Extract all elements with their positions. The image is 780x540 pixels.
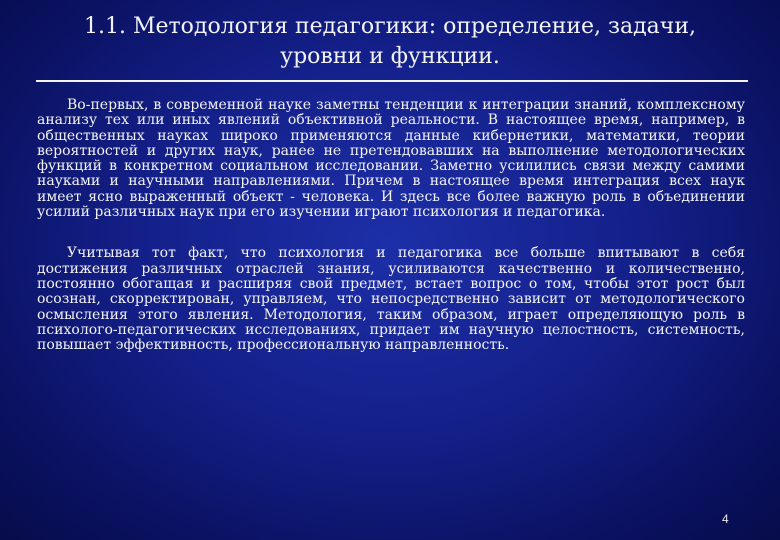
slide-body	[37, 98, 745, 353]
title-line-2: уровни и функции.	[280, 44, 500, 69]
paragraph-1-text: в современной науке заметны тенденции к интеграции знаний, комплексному анализу тех или иных явлений объективной реальности. В настоящее время, например, в общественных науках широко применяются данные кибернетики, математики, теории вероятностей и других наук, ранее не претендовавших на выполнение методологических функций в конкретном социальном исследовании. Заметно усилились связи между самими науками и научными направлениями. Причем в настоящее время интеграция всех наук имеет ясно выраженный объект - человека. И здесь все более важную роль в объединении усилий различных наук при его изучении играют психология и педагогика.	[37, 97, 745, 221]
slide-title	[40, 12, 740, 72]
title-line-1: 1.1. Методология педагогики: определение, задачи,	[83, 14, 696, 39]
page-number: 4	[722, 512, 729, 526]
paragraph-1	[37, 98, 745, 220]
paragraph-2: Учитывая тот факт, что психология и педагогика все больше впитывают в себя достижения различных отраслей знания, усиливаются качественно и количественно, постоянно обогащая и расширяя свой предмет, встает вопрос о том, чтобы этот рост был осознан, скорректирован, управляем, что непосредственно зависит от методологического осмысления этого явления. Методология, таким образом, играет определяющую роль в психолого-педагогических исследованиях, придает им научную целостность, системность, повышает эффективность, профессиональную направленность.	[37, 245, 745, 354]
paragraph-1-lead: Во-первых,	[67, 97, 149, 113]
title-divider	[36, 80, 748, 82]
